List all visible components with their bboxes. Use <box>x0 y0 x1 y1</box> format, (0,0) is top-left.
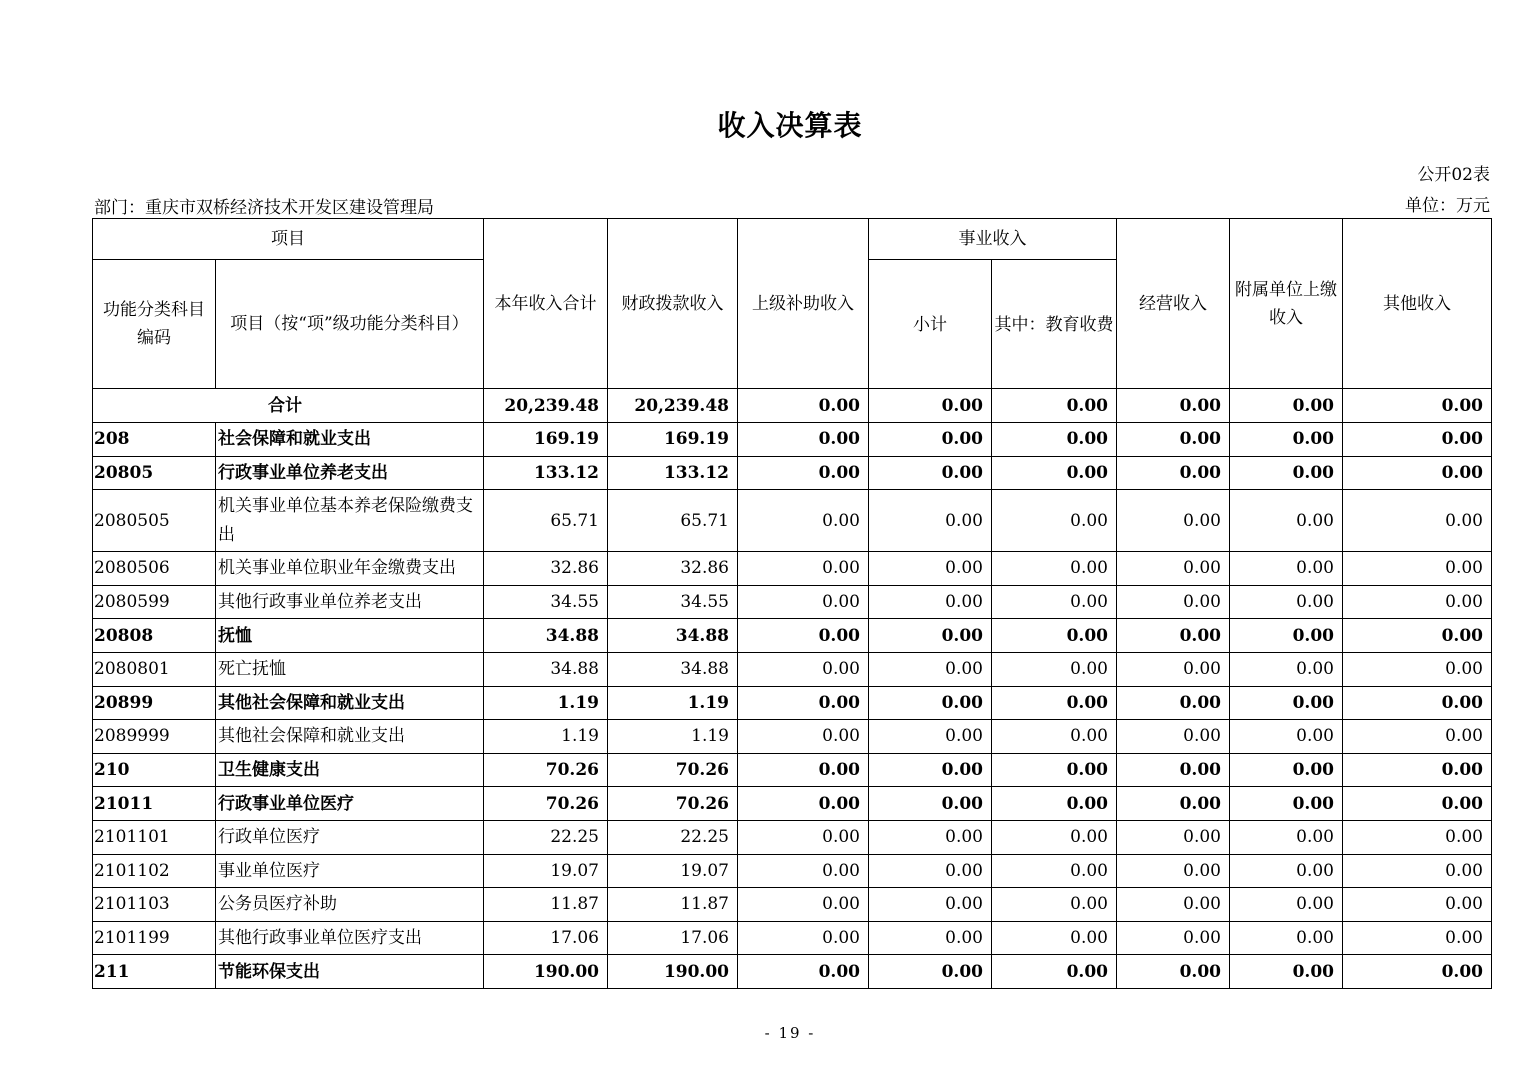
total-cell: 0.00 <box>738 389 869 423</box>
row-value: 0.00 <box>738 955 869 989</box>
row-code: 2101199 <box>93 921 216 955</box>
page-title: 收入决算表 <box>717 109 863 142</box>
page-number: - 19 - <box>764 1024 816 1042</box>
row-value: 0.00 <box>1343 720 1492 754</box>
header-edu-fee: 其中：教育收费 <box>992 260 1117 389</box>
row-value: 169.19 <box>484 423 608 457</box>
row-name: 其他社会保障和就业支出 <box>216 720 484 754</box>
table-row <box>93 787 1492 821</box>
row-code: 20808 <box>93 619 216 653</box>
total-cell: 0.00 <box>869 389 992 423</box>
row-value: 65.71 <box>484 490 608 552</box>
row-value: 0.00 <box>1230 955 1343 989</box>
row-code: 2080506 <box>93 552 216 586</box>
row-value: 0.00 <box>1343 456 1492 490</box>
row-code: 2080599 <box>93 585 216 619</box>
row-value: 0.00 <box>1117 686 1230 720</box>
row-value: 65.71 <box>608 490 738 552</box>
row-value: 0.00 <box>1343 552 1492 586</box>
row-value: 0.00 <box>869 585 992 619</box>
row-value: 0.00 <box>869 854 992 888</box>
row-code: 2101101 <box>93 820 216 854</box>
row-value: 0.00 <box>1117 888 1230 922</box>
row-value: 0.00 <box>1343 921 1492 955</box>
row-value: 0.00 <box>992 720 1117 754</box>
table-row <box>93 854 1492 888</box>
table-row <box>93 456 1492 490</box>
row-value: 0.00 <box>738 720 869 754</box>
row-value: 34.88 <box>484 652 608 686</box>
header-item-name: 项目（按“项”级功能分类科目） <box>216 260 484 389</box>
header-subtotal: 小计 <box>869 260 992 389</box>
total-cell: 20,239.48 <box>484 389 608 423</box>
row-value: 0.00 <box>869 820 992 854</box>
row-value: 70.26 <box>608 753 738 787</box>
row-value: 0.00 <box>992 820 1117 854</box>
row-code: 210 <box>93 753 216 787</box>
row-value: 0.00 <box>1117 820 1230 854</box>
table-row <box>93 490 1492 552</box>
header-project: 项目 <box>93 219 484 260</box>
row-value: 0.00 <box>1343 787 1492 821</box>
row-value: 34.88 <box>484 619 608 653</box>
row-value: 0.00 <box>1343 423 1492 457</box>
row-value: 0.00 <box>992 686 1117 720</box>
row-code: 2089999 <box>93 720 216 754</box>
row-value: 133.12 <box>608 456 738 490</box>
table-row <box>93 652 1492 686</box>
table-header <box>93 219 1492 389</box>
row-value: 0.00 <box>1117 619 1230 653</box>
row-value: 0.00 <box>738 552 869 586</box>
table-row <box>93 820 1492 854</box>
row-value: 0.00 <box>1230 921 1343 955</box>
row-value: 0.00 <box>1117 652 1230 686</box>
row-name: 其他社会保障和就业支出 <box>216 686 484 720</box>
row-name: 其他行政事业单位养老支出 <box>216 585 484 619</box>
row-value: 1.19 <box>484 720 608 754</box>
row-value: 0.00 <box>869 652 992 686</box>
row-value: 0.00 <box>738 619 869 653</box>
row-value: 0.00 <box>1117 490 1230 552</box>
table-row <box>93 686 1492 720</box>
row-value: 0.00 <box>869 720 992 754</box>
row-code: 20899 <box>93 686 216 720</box>
row-value: 34.88 <box>608 619 738 653</box>
table-row <box>93 552 1492 586</box>
row-value: 190.00 <box>608 955 738 989</box>
row-name: 社会保障和就业支出 <box>216 423 484 457</box>
row-value: 0.00 <box>1343 888 1492 922</box>
row-code: 2080801 <box>93 652 216 686</box>
row-name: 事业单位医疗 <box>216 854 484 888</box>
row-value: 0.00 <box>1343 955 1492 989</box>
header-total: 本年收入合计 <box>484 219 608 389</box>
row-value: 0.00 <box>1343 652 1492 686</box>
row-value: 0.00 <box>1230 753 1343 787</box>
row-code: 2080505 <box>93 490 216 552</box>
row-value: 0.00 <box>869 456 992 490</box>
total-cell: 0.00 <box>1343 389 1492 423</box>
row-value: 0.00 <box>738 820 869 854</box>
row-value: 0.00 <box>869 921 992 955</box>
row-value: 0.00 <box>738 854 869 888</box>
header-func-code: 功能分类科目编码 <box>93 260 216 389</box>
row-value: 0.00 <box>1230 456 1343 490</box>
row-name: 行政单位医疗 <box>216 820 484 854</box>
row-value: 0.00 <box>738 921 869 955</box>
total-cell: 0.00 <box>1230 389 1343 423</box>
row-value: 0.00 <box>1230 490 1343 552</box>
header-other: 其他收入 <box>1343 219 1492 389</box>
row-value: 0.00 <box>869 490 992 552</box>
table-row <box>93 619 1492 653</box>
row-name: 行政事业单位养老支出 <box>216 456 484 490</box>
row-value: 0.00 <box>992 652 1117 686</box>
row-value: 1.19 <box>608 720 738 754</box>
row-value: 0.00 <box>992 490 1117 552</box>
row-value: 17.06 <box>484 921 608 955</box>
row-value: 0.00 <box>738 753 869 787</box>
row-value: 22.25 <box>608 820 738 854</box>
row-value: 17.06 <box>608 921 738 955</box>
row-value: 19.07 <box>608 854 738 888</box>
total-cell: 0.00 <box>1117 389 1230 423</box>
row-code: 21011 <box>93 787 216 821</box>
row-value: 0.00 <box>869 955 992 989</box>
row-value: 0.00 <box>869 787 992 821</box>
row-value: 0.00 <box>1230 686 1343 720</box>
row-value: 19.07 <box>484 854 608 888</box>
header-affiliated: 附属单位上缴收入 <box>1230 219 1343 389</box>
row-value: 22.25 <box>484 820 608 854</box>
row-value: 0.00 <box>1343 619 1492 653</box>
row-name: 抚恤 <box>216 619 484 653</box>
row-value: 0.00 <box>1230 585 1343 619</box>
row-value: 0.00 <box>1343 490 1492 552</box>
row-value: 0.00 <box>1230 720 1343 754</box>
row-value: 0.00 <box>992 552 1117 586</box>
row-value: 1.19 <box>608 686 738 720</box>
row-value: 0.00 <box>1117 753 1230 787</box>
total-cell: 0.00 <box>992 389 1117 423</box>
row-name: 机关事业单位基本养老保险缴费支出 <box>216 490 484 552</box>
row-value: 34.88 <box>608 652 738 686</box>
row-value: 0.00 <box>1117 955 1230 989</box>
row-value: 190.00 <box>484 955 608 989</box>
row-value: 0.00 <box>738 888 869 922</box>
row-value: 0.00 <box>1117 585 1230 619</box>
row-value: 0.00 <box>1343 820 1492 854</box>
department-label: 部门：重庆市双桥经济技术开发区建设管理局 <box>94 198 434 218</box>
row-value: 11.87 <box>484 888 608 922</box>
row-value: 0.00 <box>1117 921 1230 955</box>
table-row <box>93 921 1492 955</box>
row-code: 20805 <box>93 456 216 490</box>
row-name: 死亡抚恤 <box>216 652 484 686</box>
table-row <box>93 423 1492 457</box>
row-value: 0.00 <box>1230 888 1343 922</box>
table-row <box>93 585 1492 619</box>
table-row <box>93 888 1492 922</box>
row-value: 0.00 <box>1230 619 1343 653</box>
row-value: 0.00 <box>1230 820 1343 854</box>
row-value: 0.00 <box>869 552 992 586</box>
row-value: 0.00 <box>1117 423 1230 457</box>
row-value: 0.00 <box>738 686 869 720</box>
row-value: 11.87 <box>608 888 738 922</box>
form-number: 公开02表 <box>1417 165 1490 185</box>
header-fiscal: 财政拨款收入 <box>608 219 738 389</box>
row-value: 70.26 <box>484 787 608 821</box>
row-value: 0.00 <box>869 619 992 653</box>
row-value: 0.00 <box>1343 585 1492 619</box>
unit-label: 单位：万元 <box>1405 196 1490 216</box>
row-value: 0.00 <box>738 423 869 457</box>
row-name: 卫生健康支出 <box>216 753 484 787</box>
row-name: 机关事业单位职业年金缴费支出 <box>216 552 484 586</box>
row-value: 32.86 <box>608 552 738 586</box>
row-code: 208 <box>93 423 216 457</box>
row-name: 节能环保支出 <box>216 955 484 989</box>
row-value: 0.00 <box>992 921 1117 955</box>
row-value: 0.00 <box>992 585 1117 619</box>
row-value: 0.00 <box>738 787 869 821</box>
row-value: 0.00 <box>1230 787 1343 821</box>
header-business: 事业收入 <box>869 219 1117 260</box>
row-value: 0.00 <box>1230 652 1343 686</box>
table-row <box>93 753 1492 787</box>
row-value: 0.00 <box>869 423 992 457</box>
row-value: 0.00 <box>992 854 1117 888</box>
row-value: 0.00 <box>992 456 1117 490</box>
row-code: 211 <box>93 955 216 989</box>
row-value: 34.55 <box>484 585 608 619</box>
total-row <box>93 389 1492 423</box>
total-cell: 20,239.48 <box>608 389 738 423</box>
row-value: 0.00 <box>738 490 869 552</box>
row-value: 0.00 <box>869 686 992 720</box>
income-table <box>92 218 1492 989</box>
row-value: 0.00 <box>1230 854 1343 888</box>
row-value: 1.19 <box>484 686 608 720</box>
row-value: 169.19 <box>608 423 738 457</box>
row-value: 0.00 <box>992 753 1117 787</box>
row-value: 70.26 <box>608 787 738 821</box>
row-value: 34.55 <box>608 585 738 619</box>
row-value: 32.86 <box>484 552 608 586</box>
row-value: 0.00 <box>738 652 869 686</box>
row-value: 0.00 <box>1117 787 1230 821</box>
row-value: 0.00 <box>869 753 992 787</box>
row-value: 133.12 <box>484 456 608 490</box>
header-superior: 上级补助收入 <box>738 219 869 389</box>
total-label: 合计 <box>93 389 484 423</box>
row-value: 0.00 <box>738 456 869 490</box>
row-value: 0.00 <box>992 787 1117 821</box>
row-code: 2101102 <box>93 854 216 888</box>
row-value: 70.26 <box>484 753 608 787</box>
row-value: 0.00 <box>1343 753 1492 787</box>
row-value: 0.00 <box>1343 686 1492 720</box>
row-value: 0.00 <box>1117 552 1230 586</box>
row-value: 0.00 <box>1117 720 1230 754</box>
row-value: 0.00 <box>738 585 869 619</box>
table-row <box>93 720 1492 754</box>
row-value: 0.00 <box>869 888 992 922</box>
row-value: 0.00 <box>992 955 1117 989</box>
row-value: 0.00 <box>992 619 1117 653</box>
row-code: 2101103 <box>93 888 216 922</box>
row-value: 0.00 <box>1117 456 1230 490</box>
row-value: 0.00 <box>1230 423 1343 457</box>
row-value: 0.00 <box>992 888 1117 922</box>
row-value: 0.00 <box>1117 854 1230 888</box>
table-row <box>93 955 1492 989</box>
header-operating: 经营收入 <box>1117 219 1230 389</box>
row-value: 0.00 <box>992 423 1117 457</box>
row-name: 行政事业单位医疗 <box>216 787 484 821</box>
row-value: 0.00 <box>1230 552 1343 586</box>
table-body <box>93 389 1492 989</box>
row-value: 0.00 <box>1343 854 1492 888</box>
row-name: 其他行政事业单位医疗支出 <box>216 921 484 955</box>
row-name: 公务员医疗补助 <box>216 888 484 922</box>
